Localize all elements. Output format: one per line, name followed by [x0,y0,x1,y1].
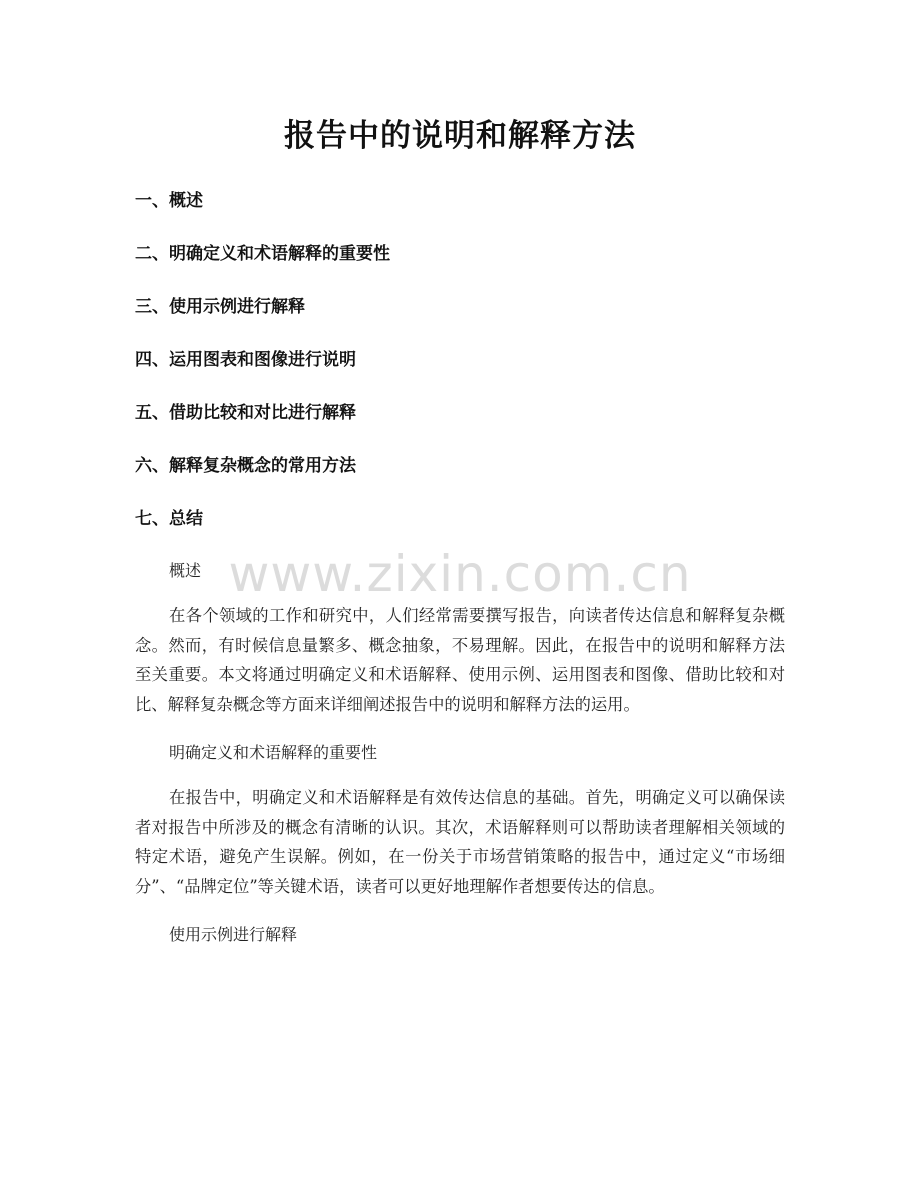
toc-item-1: 一、概述 [135,191,203,211]
toc-item-6: 六、解释复杂概念的常用方法 [135,456,356,476]
toc-item-7: 七、总结 [135,509,203,529]
section-heading-overview: 概述 [169,561,202,580]
section-paragraph-overview: 在各个领域的工作和研究中，人们经常需要撰写报告，向读者传达信息和解释复杂概念。然而，有时候信息量繁多、概念抽象，不易理解。因此，在报告中的说明和解释方法至关重要。本文将通过明确定义和术语解释、使用示例、运用图表和图像、借助比较和对比、解释复杂概念等方面来详细阐述报告中的说明和解释方法的运用。 [135,606,785,714]
section-heading-definitions: 明确定义和术语解释的重要性 [169,743,378,762]
section-heading-examples: 使用示例进行解释 [169,925,298,944]
watermark: www.zixin.com.cn [228,545,692,603]
document-body [135,557,785,965]
toc-item-5: 五、借助比较和对比进行解释 [135,403,356,423]
toc-item-3: 三、使用示例进行解释 [135,297,305,317]
table-of-contents [135,188,390,559]
toc-item-2: 二、明确定义和术语解释的重要性 [135,244,390,264]
section-paragraph-definitions: 在报告中，明确定义和术语解释是有效传达信息的基础。首先，明确定义可以确保读者对报告中所涉及的概念有清晰的认识。其次，术语解释则可以帮助读者理解相关领域的特定术语，避免产生误解。例如，在一份关于市场营销策略的报告中，通过定义“市场细分”、“品牌定位”等关键术语，读者可以更好地理解作者想要传达的信息。 [135,788,785,896]
toc-item-4: 四、运用图表和图像进行说明 [135,350,356,370]
document-title: 报告中的说明和解释方法 [284,118,636,154]
